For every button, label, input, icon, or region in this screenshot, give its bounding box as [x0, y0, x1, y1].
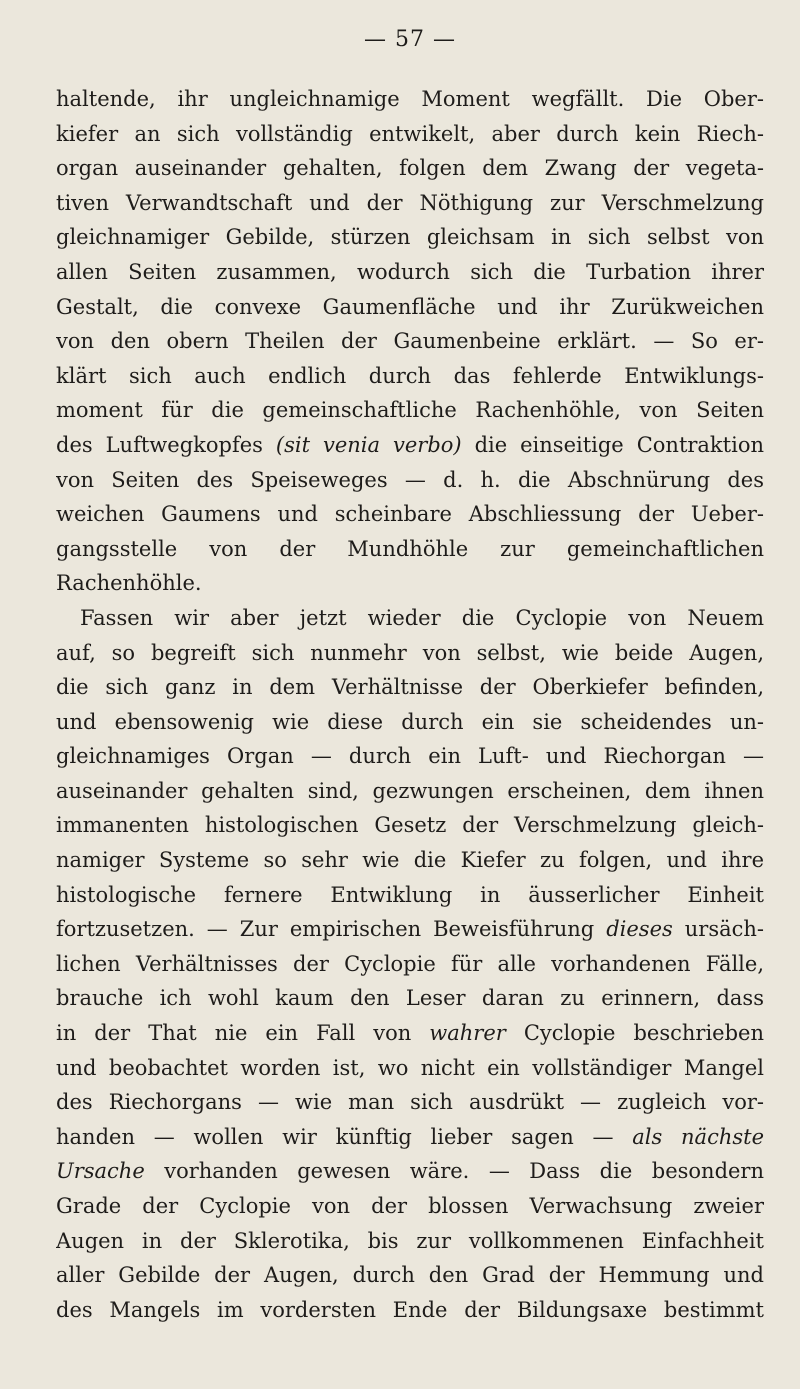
text-line: gleichnamiges Organ — durch ein Luft- und Riechorgan —	[56, 744, 764, 769]
text-line	[56, 428, 764, 463]
text-line: tiven Verwandtschaft und der Nöthigung zur Verschmelzung	[56, 190, 764, 215]
text-line: kiefer an sich vollständig entwikelt, aber durch kein Riech-	[56, 121, 764, 146]
text-line: Fassen wir aber jetzt wieder die Cyclopie von Neuem	[80, 605, 764, 630]
text-segment: fortzusetzen. — Zur empirischen Beweisführung	[56, 917, 607, 942]
text-line: Augen in der Sklerotika, bis zur vollkommenen Einfachheit	[56, 1228, 764, 1253]
text-line: und beobachtet worden ist, wo nicht ein vollständiger Mangel	[56, 1055, 764, 1080]
italic-segment: wahrer	[429, 1021, 506, 1046]
text-line: von Seiten des Speiseweges — d. h. die Abschnürung des	[56, 467, 764, 492]
text-line	[56, 1120, 764, 1155]
text-line: gangsstelle von der Mundhöhle zur gemeinchaftlichen	[56, 536, 764, 561]
italic-segment: als nächste	[632, 1124, 764, 1149]
text-line: brauche ich wohl kaum den Leser daran zu erinnern, dass	[56, 986, 764, 1011]
page-number: — 57 —	[364, 27, 456, 52]
text-line: Gestalt, die convexe Gaumenfläche und ihr Zurükweichen	[56, 294, 764, 319]
text-line: die sich ganz in dem Verhältnisse der Oberkiefer befinden,	[56, 675, 764, 700]
text-segment: die einseitige Contraktion	[461, 432, 764, 457]
text-line: auseinander gehalten sind, gezwungen erscheinen, dem ihnen	[56, 778, 764, 803]
text-segment: des Luftwegkopfes	[56, 432, 276, 457]
text-segment: ursäch-	[672, 917, 764, 942]
text-line: lichen Verhältnisses der Cyclopie für alle vorhandenen Fälle,	[56, 951, 764, 976]
text-line: und ebensowenig wie diese durch ein sie scheidendes un-	[56, 709, 764, 734]
text-line: von den obern Theilen der Gaumenbeine erklärt. — So er-	[56, 329, 764, 354]
text-line: des Riechorgans — wie man sich ausdrükt — zugleich vor-	[56, 1090, 764, 1115]
italic-segment: dieses	[606, 917, 673, 942]
text-line: gleichnamiger Gebilde, stürzen gleichsam in sich selbst von	[56, 225, 764, 250]
text-line	[56, 912, 764, 947]
text-line	[56, 1016, 764, 1051]
text-line: allen Seiten zusammen, wodurch sich die Turbation ihrer	[56, 259, 764, 284]
italic-segment: (sit venia verbo)	[275, 432, 462, 457]
text-line: weichen Gaumens und scheinbare Abschliessung der Ueber-	[56, 502, 764, 527]
text-line: Grade der Cyclopie von der blossen Verwachsung zweier	[56, 1194, 764, 1218]
text-segment: Cyclopie beschrieben	[505, 1021, 764, 1046]
text-line: namiger Systeme so sehr wie die Kiefer zu folgen, und ihre	[56, 848, 764, 873]
text-line: klärt sich auch endlich durch das fehlerde Entwiklungs-	[56, 363, 764, 388]
text-segment: handen — wollen wir künftig lieber sagen —	[56, 1124, 633, 1149]
text-segment: vorhanden gewesen wäre. — Dass die besondern	[144, 1159, 764, 1184]
text-line: aller Gebilde der Augen, durch den Grad der Hemmung und	[56, 1263, 764, 1288]
text-line: histologische fernere Entwiklung in äusserlicher Einheit	[56, 882, 764, 907]
text-line: haltende, ihr ungleichnamige Moment wegfällt. Die Ober-	[56, 87, 764, 111]
text-line	[56, 1154, 764, 1189]
text-segment: in der That nie ein Fall von	[56, 1021, 430, 1046]
text-line: des Mangels im vordersten Ende der Bildungsaxe bestimmt	[56, 1297, 764, 1322]
text-line: organ auseinander gehalten, folgen dem Zwang der vegeta-	[56, 156, 764, 181]
text-line: moment für die gemeinschaftliche Rachenhöhle, von Seiten	[56, 398, 764, 423]
text-line: immanenten histologischen Gesetz der Verschmelzung gleich-	[56, 813, 764, 838]
italic-segment: Ursache	[56, 1159, 145, 1184]
text-line: Rachenhöhle.	[56, 571, 202, 596]
body-text	[56, 82, 764, 1327]
text-line: auf, so begreift sich nunmehr von selbst, wie beide Augen,	[56, 640, 764, 665]
